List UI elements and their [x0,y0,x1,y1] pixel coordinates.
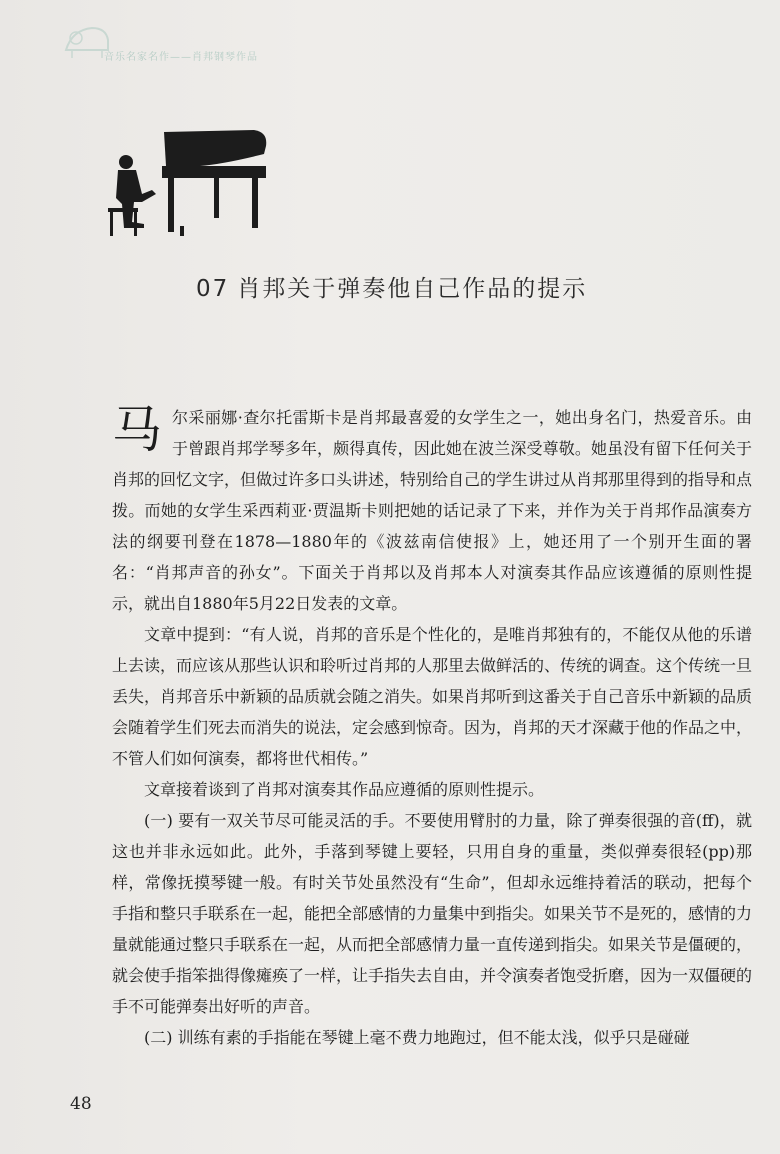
drop-cap: 马 [112,401,162,459]
page-number: 48 [70,1094,92,1114]
body-text [112,402,752,1053]
chapter-number: 07 [196,276,230,302]
pianist-at-grand-piano-icon [104,124,270,240]
running-header: 音乐名家名作——肖邦钢琴作品 [104,52,258,63]
chapter-title-text: 肖邦关于弹奏他自己作品的提示 [237,276,588,302]
paragraph-1 [112,402,752,619]
paragraph-4: (一) 要有一双关节尽可能灵活的手。不要使用臂肘的力量，除了弹奏很强的音(ff)，就这也并非永远如此。此外，手落到琴键上要轻，只用自身的重量，类似弹奏很轻(pp)那样，常像抚摸琴键一般。有时关节处虽然没有“生命”，但却永远维持着活的联动，把每个手指和整只手联系在一起，能把全部感情的力量集中到指尖。如果关节不是死的，感情的力量就能通过整只手联系在一起，从而把全部感情力量一直传递到指尖。如果关节是僵硬的，就会使手指笨拙得像瘫痪了一样，让手指失去自由，并令演奏者饱受折磨，因为一双僵硬的手不可能弹奏出好听的声音。 [112,811,753,1016]
paragraph-3: 文章接着谈到了肖邦对演奏其作品应遵循的原则性提示。 [144,780,545,799]
chapter-title [196,270,587,303]
paragraph-text: 尔采丽娜·查尔托雷斯卡是肖邦最喜爱的女学生之一，她出身名门，热爱音乐。由于曾跟肖邦学琴多年，颇得真传，因此她在波兰深受尊敬。她虽没有留下任何关于肖邦的回忆文字，但做过许多口头讲述，特别给自己的学生讲过从肖邦那里得到的指导和点拨。而她的女学生采西莉亚·贾温斯卡则把她的话记录了下来，并作为关于肖邦作品演奏方法的纲要刊登在1878—1880年的《波兹南信使报》上，她还用了一个别开生面的署名：“肖邦声音的孙女”。下面关于肖邦以及肖邦本人对演奏其作品应该遵循的原则性提示，就出自1880年5月22日发表的文章。 [112,408,753,613]
paragraph-5: (二) 训练有素的手指能在琴键上毫不费力地跑过，但不能太浅，似乎只是碰碰 [144,1028,690,1047]
paragraph-2: 文章中提到：“有人说，肖邦的音乐是个性化的，是唯肖邦独有的，不能仅从他的乐谱上去读，而应该从那些认识和聆听过肖邦的人那里去做鲜活的、传统的调查。这个传统一旦丢失，肖邦音乐中新颖的品质就会随之消失。如果肖邦听到这番关于自己音乐中新颖的品质会随着学生们死去而消失的说法，定会感到惊奇。因为，肖邦的天才深藏于他的作品之中，不管人们如何演奏，都将世代相传。” [112,625,753,768]
